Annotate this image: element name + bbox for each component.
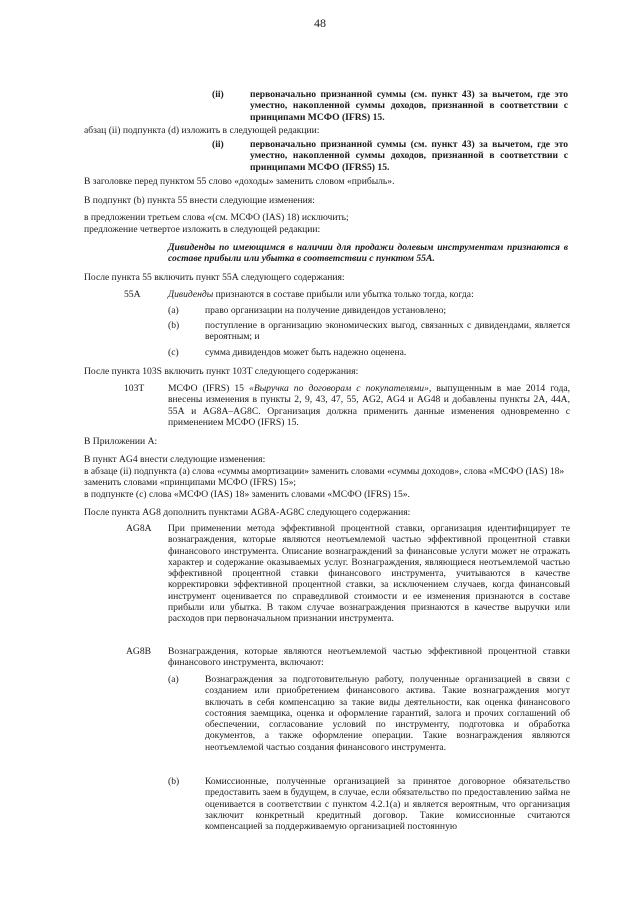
- item-ii-text-2: первоначально признанной суммы (см. пункт 43) за вычетом, где это уместно, накопленной суммы доходов, признанной в соответствии с принципами МСФО (IFRS5) 15.: [250, 139, 568, 173]
- ag8b-label: AG8B: [126, 646, 152, 657]
- p55a-a-text: право организации на получение дивидендов установлено;: [205, 305, 447, 316]
- p55a-c-text: сумма дивидендов может быть надежно оценена.: [205, 347, 407, 358]
- item-ii-text-1: первоначально признанной суммы (см. пункт 43) за вычетом, где это уместно, накопленной суммы доходов, признанной в соответствии с принципами МСФО (IFRS) 15.: [250, 89, 568, 123]
- ag8b-a-label: (a): [168, 674, 179, 685]
- para-ag4-1: В пункт AG4 внести следующие изменения:: [84, 454, 266, 465]
- p103t-text: [168, 383, 570, 428]
- para-zagolovok: В заголовке перед пунктом 55 слово «доходы» заменить словом «прибыль».: [84, 176, 395, 187]
- p55a-lead: [168, 289, 568, 300]
- ag8a-text: При применении метода эффективной процентной ставки, организация идентифицирует те вознаграждения, которые являются неотъемлемой частью эффективной процентной ставки финансового инструмента. Описание вознаграждений за финансовые услуги может не отражать характер и содержание оказываемых услуг. Вознаграждения, являющиеся неотъемлемой частью эффективной процентной ставки финансового инструмента, учитываются в качестве корректировки эффективной процентной ставки, за исключением случаев, когда финансовый инструмент оценивается по справедливой стоимости и ее изменения признаются в составе прибыли или убытка. В таком случае вознаграждения признаются в качестве выручки или расходов при первоначальном признании инструмента.: [168, 523, 570, 625]
- p103t-italic: «Выручка по договорам с покупателями»: [249, 383, 429, 394]
- p103t-post: , выпущенным в мае 2014 года, внесены изменения в пункты 2, 9, 43, 47, 55, AG2, AG4 и AG48 и добавлены пункты 2А, 44А, 55А и AG8A–AG8C. Организация должна применить данные изменения одновременно с применением МСФО (IFRS) 15.: [168, 383, 570, 428]
- para-prilozh: В Приложении А:: [84, 436, 158, 447]
- p55a-b-text: поступление в организацию экономических выгод, связанных с дивидендами, является вероятным; и: [205, 320, 570, 343]
- para-after-55: После пункта 55 включить пункт 55А следующего содержания:: [84, 272, 345, 283]
- para-podpunkt-b: В подпункт (b) пункта 55 внести следующие изменения:: [84, 195, 315, 206]
- ag8a-label: AG8A: [126, 523, 152, 534]
- p55a-c-label: (c): [168, 347, 179, 358]
- para-after-103s: После пункта 103S включить пункт 103T следующего содержания:: [84, 366, 359, 377]
- p103t-pre: МСФО (IFRS) 15: [168, 383, 250, 394]
- para-abzac-ii: абзац (ii) подпункта (d) изложить в следующей редакции:: [84, 125, 320, 136]
- p55a-a-label: (a): [168, 305, 179, 316]
- quote-dividends: Дивиденды по имеющимся в наличии для продажи долевым инструментам признаются в составе прибыли или убытка в соответствии с пунктом 55А.: [168, 242, 568, 265]
- p55a-lead-italic: Дивиденды: [168, 289, 214, 300]
- para-ag4-3: в подпункте (с) слова «МСФО (IAS) 18» заменить словами «МСФО (IFRS) 15».: [84, 489, 410, 500]
- p55a-b-label: (b): [168, 320, 180, 331]
- page-number: 48: [314, 16, 326, 30]
- p55a-label: 55А: [124, 289, 141, 300]
- ag8b-b-text: Комиссионные, полученные организацией за принятое договорное обязательство предоставить заем в будущем, в случае, если обязательство по предоставлению займа не оценивается в соответствии с пунктом 4.2.1(а) и является вероятным, что организация заключит конкретный кредитный договор. Такие комиссионные считаются компенсацией за поддерживаемую организацией постоянную: [205, 776, 570, 833]
- ag8b-b-label: (b): [168, 776, 180, 787]
- p55a-lead-rest: признаются в составе прибыли или убытка только тогда, когда:: [213, 289, 474, 300]
- para-predl-4: предложение четвертое изложить в следующей редакции:: [84, 224, 321, 235]
- ag8b-text: Вознаграждения, которые являются неотъемлемой частью эффективной процентной ставки финансового инструмента, включают:: [168, 646, 570, 669]
- ag8b-a-text: Вознаграждения за подготовительную работу, полученные организацией в связи с созданием или приобретением финансового актива. Такие вознаграждения могут включать в себя компенсацию за такие виды деятельности, как оценка финансового состояния заемщика, оценка и оформление гарантий, залога и прочих соглашений об обеспечении, согласование условий по инструменту, подготовка и обработка документов, а также оформление операции. Такие вознаграждения являются неотъемлемой частью создания финансового инструмента.: [205, 674, 570, 753]
- para-ag4-2: в абзаце (ii) подпункта (а) слова «суммы амортизации» заменить словами «суммы доходов», слова «МСФО (IAS) 18» заменить словами «принципами МСФО (IFRS) 15»;: [84, 466, 565, 489]
- item-ii-label-2: (ii): [212, 139, 224, 150]
- para-predl-3: в предложении третьем слова «(см. МСФО (IAS) 18) исключить;: [84, 212, 349, 223]
- item-ii-label-1: (ii): [212, 89, 224, 100]
- p103t-label: 103T: [124, 383, 145, 394]
- para-after-ag8: После пункта AG8 дополнить пунктами AG8A-AG8C следующего содержания:: [84, 507, 411, 518]
